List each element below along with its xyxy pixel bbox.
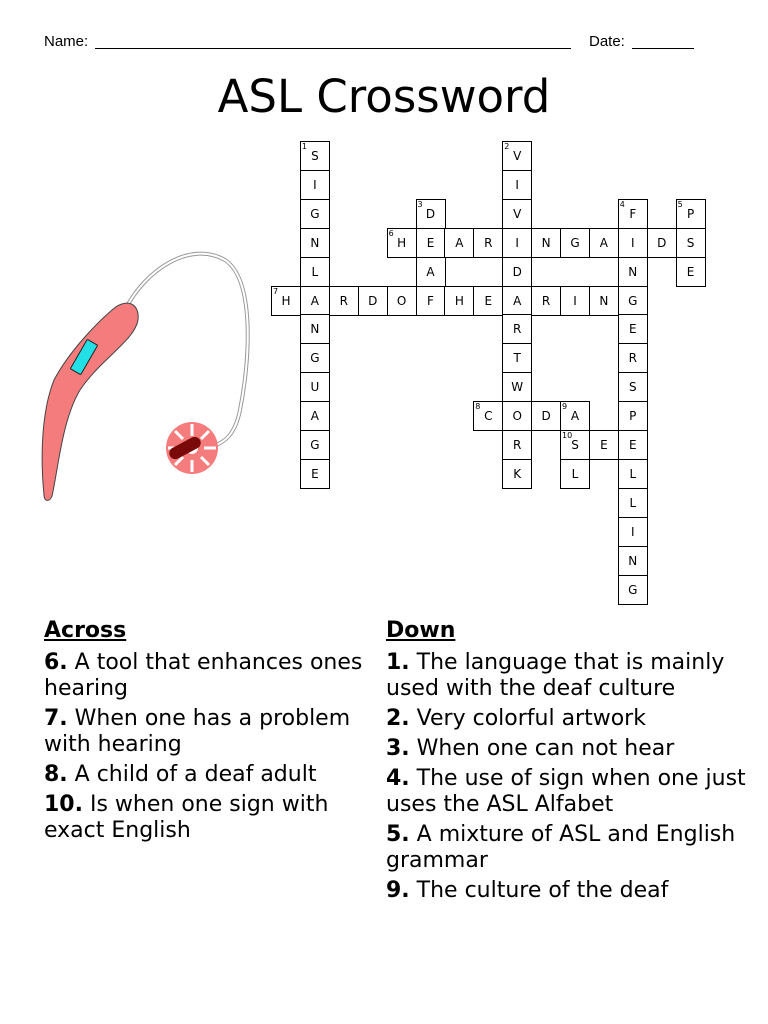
down-clue — [386, 736, 746, 762]
grid-cell[interactable]: N — [300, 228, 330, 258]
grid-cell[interactable]: N — [618, 546, 648, 576]
clue-number: 1 — [301, 142, 307, 151]
grid-cell[interactable]: G — [300, 199, 330, 229]
grid-cell[interactable]: D — [416, 199, 446, 229]
clue-text: The language that is mainly used with the deaf culture — [386, 650, 725, 701]
grid-cell[interactable]: S — [676, 228, 706, 258]
grid-cell[interactable]: I — [560, 286, 590, 316]
clue-number-label: 2. — [386, 706, 410, 731]
grid-cell[interactable]: A — [560, 401, 590, 431]
clue-number: 8 — [475, 402, 481, 412]
grid-cell[interactable]: I — [300, 170, 330, 200]
clue-number-label: 5. — [386, 822, 410, 847]
grid-cell[interactable]: H — [271, 286, 301, 316]
down-clue — [386, 822, 746, 874]
grid-cell[interactable]: N — [589, 286, 619, 316]
grid-cell[interactable]: N — [618, 257, 648, 287]
grid-cell[interactable]: G — [300, 430, 330, 460]
down-clue — [386, 766, 746, 818]
grid-cell[interactable]: R — [502, 314, 532, 344]
grid-cell[interactable]: I — [618, 228, 648, 258]
grid-cell[interactable]: W — [502, 372, 532, 402]
grid-cell[interactable]: S — [560, 430, 590, 460]
clue-number-label: 10. — [44, 792, 83, 817]
grid-cell[interactable]: H — [444, 286, 474, 316]
grid-cell[interactable]: G — [560, 228, 590, 258]
across-heading: Across — [44, 618, 127, 643]
page-title: ASL Crossword — [217, 70, 551, 123]
grid-cell[interactable]: F — [618, 199, 648, 229]
grid-cell[interactable]: K — [502, 459, 532, 489]
grid-cell[interactable]: E — [300, 459, 330, 489]
across-clue — [44, 762, 364, 788]
grid-cell[interactable]: R — [531, 286, 561, 316]
grid-cell[interactable]: U — [300, 372, 330, 402]
down-clue-list — [386, 650, 746, 904]
grid-cell[interactable]: G — [300, 343, 330, 373]
grid-cell[interactable]: E — [589, 430, 619, 460]
clue-number: 6 — [388, 228, 394, 238]
grid-cell[interactable]: L — [618, 488, 648, 518]
grid-cell[interactable]: E — [473, 286, 503, 316]
grid-cell[interactable]: E — [618, 430, 648, 460]
clue-text: When one can not hear — [409, 736, 675, 761]
clue-text: Is when one sign with exact English — [44, 792, 329, 843]
grid-cell[interactable]: I — [502, 228, 532, 258]
clue-number: 4 — [619, 199, 625, 209]
clue-number-label: 8. — [44, 762, 68, 787]
down-clue — [386, 650, 746, 702]
hearing-aid-illustration — [40, 240, 290, 510]
grid-cell[interactable]: P — [676, 199, 706, 229]
date-label: Date: — [589, 33, 625, 50]
grid-cell[interactable]: A — [444, 228, 474, 258]
grid-cell[interactable]: D — [358, 286, 388, 316]
grid-cell[interactable]: A — [300, 401, 330, 431]
across-clue — [44, 650, 364, 702]
clue-number-label: 1. — [386, 650, 410, 675]
grid-cell[interactable]: A — [502, 286, 532, 316]
clue-text: A tool that enhances ones hearing — [44, 650, 363, 701]
clue-text: A mixture of ASL and English grammar — [386, 822, 736, 873]
grid-cell[interactable]: A — [589, 228, 619, 258]
down-clues — [386, 618, 746, 908]
clue-number-label: 6. — [44, 650, 68, 675]
grid-cell[interactable]: D — [531, 401, 561, 431]
grid-cell[interactable]: R — [473, 228, 503, 258]
clue-text: The culture of the deaf — [409, 878, 669, 903]
grid-cell[interactable]: R — [618, 343, 648, 373]
clue-number-label: 7. — [44, 706, 68, 731]
clue-text: Very colorful artwork — [409, 706, 646, 731]
clue-text: When one has a problem with hearing — [44, 706, 351, 757]
grid-cell[interactable]: E — [676, 257, 706, 287]
grid-cell[interactable]: D — [647, 228, 677, 258]
clue-number: 7 — [273, 286, 279, 296]
clue-number: 9 — [562, 402, 568, 412]
grid-cell[interactable]: I — [618, 517, 648, 547]
grid-cell[interactable]: D — [502, 257, 532, 287]
grid-cell[interactable]: T — [502, 343, 532, 373]
across-clue — [44, 792, 364, 844]
clue-text: A child of a deaf adult — [67, 762, 317, 787]
grid-cell[interactable]: G — [618, 575, 648, 605]
grid-cell[interactable]: N — [531, 228, 561, 258]
grid-cell[interactable]: N — [300, 314, 330, 344]
clue-number: 3 — [417, 199, 423, 209]
grid-cell[interactable]: G — [618, 286, 648, 316]
grid-cell[interactable]: V — [502, 141, 532, 171]
clue-text: The use of sign when one just uses the ASL Alfabet — [386, 766, 746, 817]
down-heading: Down — [386, 618, 456, 643]
grid-cell[interactable]: S — [618, 372, 648, 402]
grid-cell[interactable]: L — [300, 257, 330, 287]
name-label: Name: — [44, 33, 89, 50]
across-clues — [44, 618, 364, 848]
clue-number: 10 — [562, 431, 573, 440]
across-clue-list — [44, 650, 364, 844]
grid-cell[interactable]: C — [473, 401, 503, 431]
grid-cell[interactable]: V — [502, 199, 532, 229]
grid-cell[interactable]: R — [329, 286, 359, 316]
hearing-aid-body — [42, 303, 138, 500]
down-clue — [386, 878, 746, 904]
grid-cell[interactable]: E — [416, 228, 446, 258]
grid-cell[interactable]: S — [300, 141, 330, 171]
grid-cell[interactable]: R — [502, 430, 532, 460]
grid-cell[interactable]: O — [502, 401, 532, 431]
across-clue — [44, 706, 364, 758]
grid-cell[interactable]: O — [387, 286, 417, 316]
grid-cell[interactable]: H — [387, 228, 417, 258]
grid-cell[interactable]: E — [618, 314, 648, 344]
grid-cell[interactable]: A — [300, 286, 330, 316]
grid-cell[interactable]: P — [618, 401, 648, 431]
grid-cell[interactable]: I — [502, 170, 532, 200]
grid-cell[interactable]: L — [618, 459, 648, 489]
clue-number: 5 — [677, 199, 683, 209]
grid-cell[interactable]: A — [416, 257, 446, 287]
down-clue — [386, 706, 746, 732]
clue-number: 2 — [504, 142, 510, 151]
grid-cell[interactable]: F — [416, 286, 446, 316]
clue-number-label: 3. — [386, 736, 410, 761]
clue-number-label: 4. — [386, 766, 410, 791]
clue-number-label: 9. — [386, 878, 410, 903]
grid-cell[interactable]: L — [560, 459, 590, 489]
